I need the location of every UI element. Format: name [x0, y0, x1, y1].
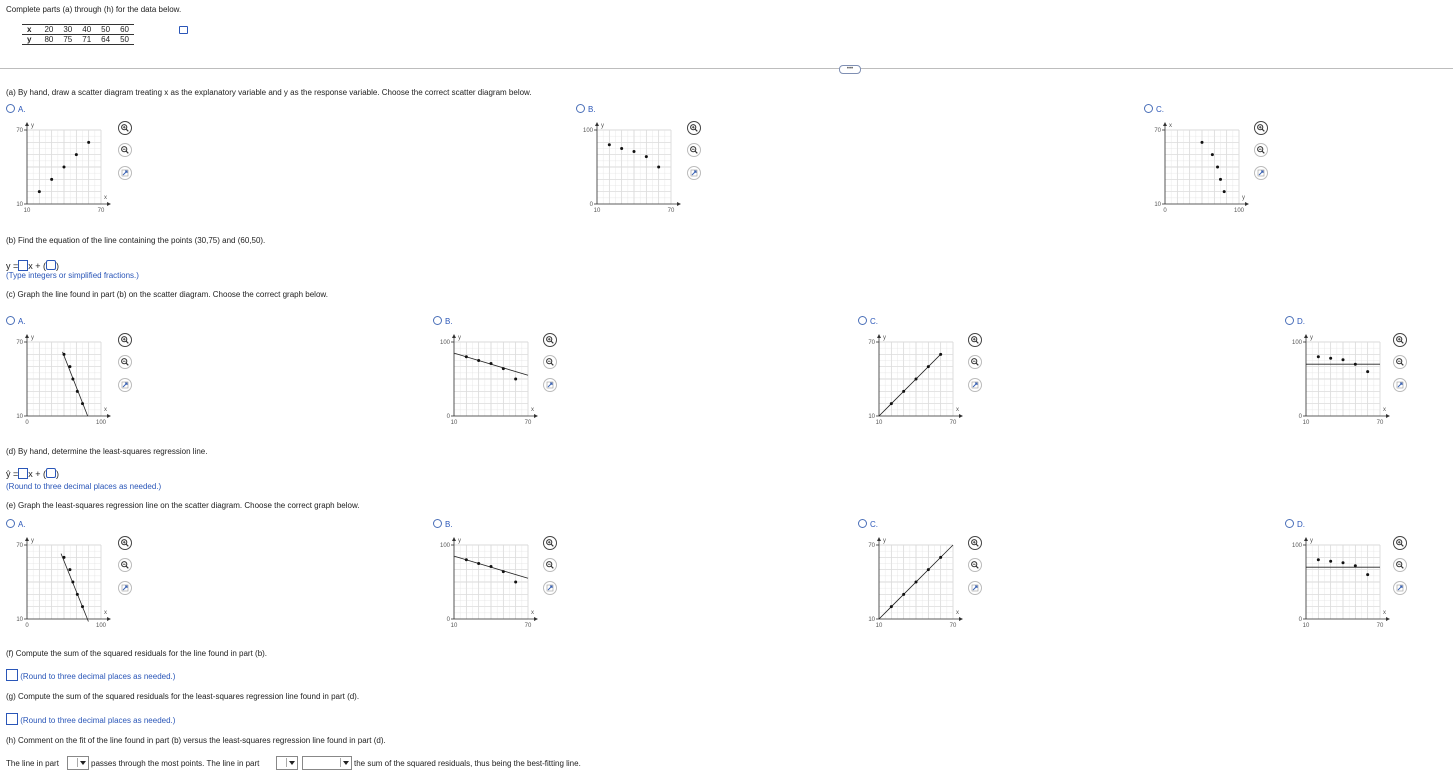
y-label: y: [22, 35, 39, 45]
zoom-out-icon[interactable]: [543, 355, 557, 369]
part-f-question: (f) Compute the sum of the squared residuals for the line found in part (b).: [6, 649, 268, 658]
x-axis-var: x: [104, 407, 107, 413]
table-cell: 40: [77, 25, 96, 35]
x-axis-arrow: [107, 414, 111, 418]
zoom-in-icon[interactable]: [118, 333, 132, 347]
x-axis-var: x: [1383, 610, 1386, 616]
x-axis-var: x: [104, 610, 107, 616]
radio-button[interactable]: [6, 316, 15, 325]
y-tick-bottom: 10: [868, 617, 875, 623]
zoom-in-icon[interactable]: [543, 536, 557, 550]
y-tick-bottom: 0: [589, 202, 593, 208]
data-point: [477, 562, 480, 565]
radio-button[interactable]: [433, 316, 442, 325]
radio-button[interactable]: [858, 316, 867, 325]
option-label: A.: [18, 317, 26, 326]
part-a-question: (a) By hand, draw a scatter diagram treating x as the explanatory variable and y as the response variable. Choose the correct scatter diagram below.: [6, 88, 532, 97]
y-axis-arrow: [595, 122, 599, 126]
expand-icon[interactable]: [118, 166, 132, 180]
table-cell: 80: [39, 35, 58, 45]
zoom-in-icon[interactable]: [968, 536, 982, 550]
zoom-out-icon[interactable]: [687, 143, 701, 157]
zoom-out-icon[interactable]: [968, 355, 982, 369]
x-tick-left: 10: [875, 420, 883, 426]
y-tick-top: 70: [16, 543, 23, 549]
x-tick-left: 0: [25, 420, 29, 426]
data-point: [71, 378, 74, 381]
y-axis-var: y: [1310, 335, 1313, 341]
x-tick-right: 70: [1376, 420, 1384, 426]
x-axis-arrow: [959, 617, 963, 621]
y-axis-var: y: [458, 335, 461, 341]
part-h-select-2[interactable]: [276, 756, 298, 770]
part-c-question: (c) Graph the line found in part (b) on the scatter diagram. Choose the correct graph below.: [6, 290, 328, 299]
x-tick-right: 70: [667, 208, 675, 214]
radio-button[interactable]: [6, 104, 15, 113]
y-axis-var: y: [31, 335, 34, 341]
y-tick-top: 70: [868, 543, 875, 549]
data-point: [490, 362, 493, 365]
x-row: [22, 25, 134, 35]
y-tick-top: 70: [16, 128, 23, 134]
x-axis-arrow: [534, 617, 538, 621]
option-label: B.: [445, 317, 453, 326]
x-axis-arrow: [1245, 202, 1249, 206]
radio-button[interactable]: [576, 104, 585, 113]
scatter-plot-a-C: [1145, 120, 1249, 218]
option-label: C.: [870, 520, 878, 529]
part-g-question: (g) Compute the sum of the squared residuals for the least-squares regression line found in part (d).: [6, 692, 360, 701]
option-e-A[interactable]: [6, 519, 26, 530]
data-point: [1342, 561, 1345, 564]
zoom-out-icon[interactable]: [118, 143, 132, 157]
expand-icon[interactable]: [1254, 166, 1268, 180]
option-c-C[interactable]: [858, 316, 878, 327]
part-d-equation: ŷ = x + ( ): [6, 469, 60, 479]
data-point: [608, 143, 611, 146]
option-e-D[interactable]: [1285, 519, 1305, 530]
zoom-out-icon[interactable]: [118, 355, 132, 369]
more-options-button[interactable]: •••: [839, 65, 861, 74]
y-axis-arrow: [25, 334, 29, 338]
option-a-A[interactable]: [6, 104, 26, 115]
y-axis-arrow: [877, 334, 881, 338]
y-tick-bottom: 10: [1154, 202, 1161, 208]
fit-line: [61, 554, 88, 622]
y-axis-arrow: [25, 122, 29, 126]
expand-icon[interactable]: [543, 378, 557, 392]
radio-button[interactable]: [1144, 104, 1153, 113]
x-axis-var: y: [1242, 195, 1245, 201]
scatter-plot-c-D: [1286, 332, 1390, 430]
part-h-s1: The line in part: [6, 759, 59, 768]
table-cell: 30: [58, 25, 77, 35]
data-point: [645, 155, 648, 158]
scatter-plot-a-A: [7, 120, 111, 218]
expand-icon[interactable]: [1393, 378, 1407, 392]
x-tick-left: 0: [25, 623, 29, 629]
ls-intercept-input[interactable]: [46, 468, 56, 478]
data-point: [1329, 357, 1332, 360]
data-table: [22, 24, 134, 45]
radio-button[interactable]: [858, 519, 867, 528]
data-point: [620, 147, 623, 150]
data-point: [1211, 153, 1214, 156]
y-tick-top: 70: [16, 340, 23, 346]
x-tick-left: 10: [450, 623, 458, 629]
option-c-A[interactable]: [6, 316, 26, 327]
table-cell: 60: [115, 25, 134, 35]
y-axis-arrow: [1304, 334, 1308, 338]
part-f-input[interactable]: [6, 669, 18, 681]
data-point: [477, 359, 480, 362]
data-point: [75, 153, 78, 156]
part-g-hint: (Round to three decimal places as needed.): [20, 716, 176, 725]
y-tick-top: 100: [439, 340, 450, 346]
data-point: [927, 365, 930, 368]
data-point: [76, 593, 79, 596]
data-point: [939, 556, 942, 559]
y-axis-var: y: [883, 538, 886, 544]
part-h-select-3[interactable]: [302, 756, 352, 770]
eq-mid: x +: [28, 469, 41, 479]
part-b-question: (b) Find the equation of the line containing the points (30,75) and (60,50).: [6, 236, 266, 245]
part-h-select-1[interactable]: [67, 756, 89, 770]
x-axis-var: x: [956, 610, 959, 616]
y-axis-var: y: [1310, 538, 1313, 544]
data-point: [68, 568, 71, 571]
x-tick-right: 70: [949, 623, 957, 629]
data-point: [915, 378, 918, 381]
part-f-answer: [6, 669, 175, 682]
table-cell: 64: [96, 35, 115, 45]
data-point: [81, 402, 84, 405]
eq-mid: x +: [28, 261, 41, 271]
chevron-down-icon: [286, 758, 296, 767]
expand-icon[interactable]: [968, 378, 982, 392]
ls-slope-input[interactable]: [18, 468, 28, 479]
data-point: [490, 565, 493, 568]
data-point: [1354, 564, 1357, 567]
x-tick-left: 10: [875, 623, 883, 629]
option-label: C.: [870, 317, 878, 326]
data-point: [1216, 166, 1219, 169]
option-label: D.: [1297, 317, 1305, 326]
y-tick-bottom: 0: [1298, 414, 1302, 420]
zoom-out-icon[interactable]: [968, 558, 982, 572]
data-point: [38, 190, 41, 193]
zoom-in-icon[interactable]: [1254, 121, 1268, 135]
scatter-plot-e-C: [859, 535, 963, 633]
data-point: [502, 570, 505, 573]
data-point: [63, 556, 66, 559]
data-point: [1366, 370, 1369, 373]
y-axis-arrow: [877, 537, 881, 541]
zoom-out-icon[interactable]: [1254, 143, 1268, 157]
option-a-B[interactable]: [576, 104, 596, 115]
x-axis-var: x: [104, 195, 107, 201]
data-point: [1219, 178, 1222, 181]
data-point: [63, 166, 66, 169]
x-axis-var: x: [1383, 407, 1386, 413]
x-tick-right: 70: [524, 623, 532, 629]
x-tick-right: 70: [97, 208, 105, 214]
expand-icon[interactable]: [118, 581, 132, 595]
x-tick-left: 10: [450, 420, 458, 426]
table-cell: 20: [39, 25, 58, 35]
data-point: [514, 581, 517, 584]
data-point: [50, 178, 53, 181]
x-tick-left: 0: [1163, 208, 1167, 214]
part-f-hint: (Round to three decimal places as needed.): [20, 672, 176, 681]
data-point: [1317, 355, 1320, 358]
data-point: [68, 365, 71, 368]
y-tick-bottom: 0: [1298, 617, 1302, 623]
x-axis-arrow: [107, 202, 111, 206]
expand-icon[interactable]: [118, 378, 132, 392]
x-axis-var: x: [531, 407, 534, 413]
scatter-plot-c-C: [859, 332, 963, 430]
option-e-C[interactable]: [858, 519, 878, 530]
y-tick-bottom: 0: [446, 617, 450, 623]
radio-button[interactable]: [1285, 519, 1294, 528]
data-point: [1329, 560, 1332, 563]
data-point: [465, 558, 468, 561]
x-axis-arrow: [1386, 617, 1390, 621]
option-c-D[interactable]: [1285, 316, 1305, 327]
option-label: A.: [18, 520, 26, 529]
zoom-in-icon[interactable]: [687, 121, 701, 135]
option-label: A.: [18, 105, 26, 114]
expand-icon[interactable]: [543, 581, 557, 595]
data-point: [633, 150, 636, 153]
data-point: [657, 166, 660, 169]
data-point: [890, 402, 893, 405]
data-point: [939, 353, 942, 356]
fit-line: [63, 352, 88, 416]
radio-button[interactable]: [433, 519, 442, 528]
eq-prefix: y =: [6, 261, 19, 271]
option-e-B[interactable]: [433, 519, 453, 530]
y-tick-top: 100: [582, 128, 593, 134]
data-point: [902, 593, 905, 596]
y-axis-var: y: [31, 123, 34, 129]
y-axis-arrow: [452, 334, 456, 338]
x-axis-arrow: [107, 617, 111, 621]
expand-icon[interactable]: [1393, 581, 1407, 595]
zoom-out-icon[interactable]: [1393, 355, 1407, 369]
x-tick-left: 10: [23, 208, 31, 214]
zoom-in-icon[interactable]: [118, 536, 132, 550]
data-point: [915, 581, 918, 584]
option-label: C.: [1156, 105, 1164, 114]
x-tick-right: 70: [949, 420, 957, 426]
expand-icon[interactable]: [968, 581, 982, 595]
data-point: [927, 568, 930, 571]
table-cell: 50: [115, 35, 134, 45]
scatter-plot-e-D: [1286, 535, 1390, 633]
part-d-hint: (Round to three decimal places as needed.): [6, 482, 162, 491]
option-label: B.: [588, 105, 596, 114]
part-b-equation: y = x + ( ): [6, 261, 60, 271]
zoom-out-icon[interactable]: [543, 558, 557, 572]
chevron-down-icon: [340, 758, 350, 767]
scatter-plot-a-B: [577, 120, 681, 218]
data-point: [465, 355, 468, 358]
intercept-input[interactable]: [46, 260, 56, 270]
data-point: [1223, 190, 1226, 193]
radio-button[interactable]: [6, 519, 15, 528]
option-a-C[interactable]: [1144, 104, 1164, 115]
part-h-question: (h) Comment on the fit of the line found in part (b) versus the least-squares regression line found in part (d).: [6, 736, 386, 745]
scatter-plot-e-A: [7, 535, 111, 633]
y-axis-arrow: [1163, 122, 1167, 126]
y-tick-top: 100: [1291, 543, 1302, 549]
data-point: [1342, 358, 1345, 361]
radio-button[interactable]: [1285, 316, 1294, 325]
part-e-question: (e) Graph the least-squares regression line on the scatter diagram. Choose the correct graph below.: [6, 501, 360, 510]
x-tick-left: 10: [1302, 420, 1310, 426]
x-tick-right: 70: [1376, 623, 1384, 629]
data-point: [76, 390, 79, 393]
data-point: [1317, 558, 1320, 561]
option-c-B[interactable]: [433, 316, 453, 327]
table-cell: 71: [77, 35, 96, 45]
data-point: [81, 605, 84, 608]
section-divider: [0, 68, 1453, 69]
x-tick-right: 100: [95, 420, 107, 426]
y-tick-bottom: 10: [16, 617, 23, 623]
option-label: D.: [1297, 520, 1305, 529]
zoom-out-icon[interactable]: [1393, 558, 1407, 572]
chevron-down-icon: [77, 758, 87, 767]
question-prompt: Complete parts (a) through (h) for the data below.: [6, 5, 182, 14]
y-axis-var: y: [31, 538, 34, 544]
x-axis-arrow: [677, 202, 681, 206]
scatter-plot-c-B: [434, 332, 538, 430]
zoom-in-icon[interactable]: [543, 333, 557, 347]
part-h-s3: the sum of the squared residuals, thus being the best-fitting line.: [354, 759, 581, 768]
y-axis-var: x: [1169, 123, 1172, 129]
data-point: [1201, 141, 1204, 144]
data-point: [1354, 363, 1357, 366]
x-axis-var: x: [531, 610, 534, 616]
copy-data-icon[interactable]: [179, 26, 188, 34]
x-tick-left: 10: [1302, 623, 1310, 629]
table-cell: 75: [58, 35, 77, 45]
part-h-s2: passes through the most points. The line in part: [91, 759, 260, 768]
y-tick-top: 100: [1291, 340, 1302, 346]
expand-icon[interactable]: [687, 166, 701, 180]
x-axis-arrow: [534, 414, 538, 418]
y-tick-bottom: 0: [446, 414, 450, 420]
zoom-out-icon[interactable]: [118, 558, 132, 572]
x-axis-arrow: [959, 414, 963, 418]
scatter-plot-c-A: [7, 332, 111, 430]
y-row: [22, 35, 134, 45]
x-tick-right: 100: [95, 623, 107, 629]
option-label: B.: [445, 520, 453, 529]
y-axis-arrow: [452, 537, 456, 541]
table-cell: 50: [96, 25, 115, 35]
eq-prefix: ŷ =: [6, 469, 19, 479]
data-point: [71, 581, 74, 584]
zoom-in-icon[interactable]: [1393, 536, 1407, 550]
x-label: x: [22, 25, 39, 35]
y-tick-top: 70: [868, 340, 875, 346]
part-b-hint: (Type integers or simplified fractions.): [6, 271, 139, 280]
slope-input[interactable]: [18, 260, 28, 271]
y-axis-arrow: [25, 537, 29, 541]
x-tick-right: 100: [1233, 208, 1245, 214]
data-point: [87, 141, 90, 144]
part-g-answer: [6, 713, 175, 726]
data-point: [63, 353, 66, 356]
zoom-in-icon[interactable]: [968, 333, 982, 347]
y-axis-var: y: [883, 335, 886, 341]
data-point: [514, 378, 517, 381]
x-axis-arrow: [1386, 414, 1390, 418]
data-point: [902, 390, 905, 393]
y-tick-bottom: 10: [16, 202, 23, 208]
y-tick-top: 100: [439, 543, 450, 549]
data-point: [890, 605, 893, 608]
y-tick-bottom: 10: [868, 414, 875, 420]
part-g-input[interactable]: [6, 713, 18, 725]
y-axis-var: y: [601, 123, 604, 129]
y-tick-top: 70: [1154, 128, 1161, 134]
x-tick-right: 70: [524, 420, 532, 426]
data-point: [502, 367, 505, 370]
x-axis-var: x: [956, 407, 959, 413]
y-axis-var: y: [458, 538, 461, 544]
y-axis-arrow: [1304, 537, 1308, 541]
zoom-in-icon[interactable]: [118, 121, 132, 135]
data-point: [1366, 573, 1369, 576]
x-tick-left: 10: [593, 208, 601, 214]
part-d-question: (d) By hand, determine the least-squares regression line.: [6, 447, 208, 456]
y-tick-bottom: 10: [16, 414, 23, 420]
zoom-in-icon[interactable]: [1393, 333, 1407, 347]
scatter-plot-e-B: [434, 535, 538, 633]
